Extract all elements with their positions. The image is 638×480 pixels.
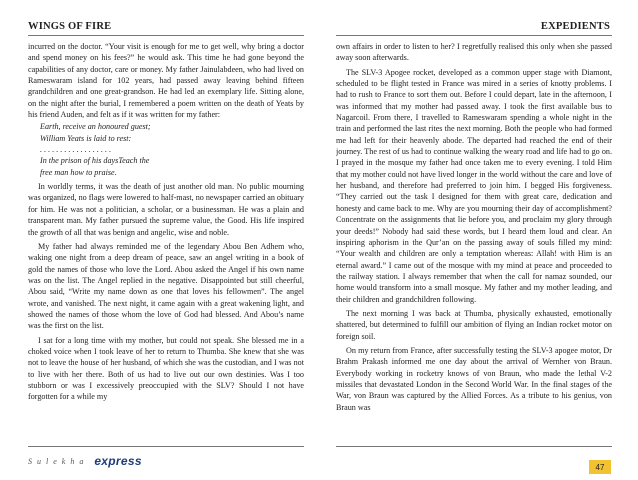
- book-title: WINGS OF FIRE: [28, 21, 112, 32]
- running-header: [28, 16, 610, 32]
- top-rule-right: [336, 35, 612, 36]
- left-column: [28, 41, 304, 441]
- chapter-title: EXPEDIENTS: [540, 21, 610, 32]
- poem-line: In the prison of his daysTeach the: [40, 156, 150, 166]
- top-rule-left: [28, 35, 304, 36]
- poem-line: . . . . . . . . . . . . . . . . . .: [40, 145, 112, 155]
- page-number: 47: [589, 460, 611, 474]
- logo-wordmark: express: [94, 454, 142, 468]
- right-column: [336, 41, 612, 441]
- paragraph: own affairs in order to listen to her? I regretfully realised this only when she passed away soon afterwards.: [336, 42, 612, 63]
- paragraph: incurred on the doctor. “Your visit is enough for me to get well, why bring a doctor and spend money on his fees?” he would ask. This time he had gone beyond the capabilities of any doctor, care or money. My father Jainulabdeen, who had lived on Rameswaram island for 102 years, had passed away leaving behind fifteen grandchildren and one great-grandson. He had led an exemplary life. Sitting alone, on the night after the burial, I remembered a poem written on the death of Yeats by his friend Auden, and felt as if it was written for my father:: [28, 42, 304, 120]
- paragraph: My father had always reminded me of the legendary Abou Ben Adhem who, waking one night from a deep dream of peace, saw an angel writing in a book of gold the names of those who love the Lord. Abou asked the Angel if his own name was on the list. The Angel replied in the negative. Disappointed but still cheerful, Abou said, “Write my name down as one that loves his fellowmen”. The angel wrote, and vanished. The next night, it came again with a great wakening light, and showed the names of those whom the love of God had blessed. And Abou’s name was the first on the list.: [28, 241, 304, 331]
- poem-line: free man how to praise.: [40, 167, 117, 177]
- paragraph: I sat for a long time with my mother, but could not speak. She blessed me in a choked voice when I took leave of her to return to Thumba. She knew that she was not to leave the house of her husband, of which she was the custodian, and I was not to live with her there. Both of us had to live out our own destinies. Was I too stubborn or was I excessively preoccupied with the SLV? Should I not have forgotten for a while my: [28, 335, 304, 402]
- poem-line: Earth, receive an honoured guest;: [40, 122, 151, 132]
- paragraph: In worldly terms, it was the death of just another old man. No public mourning was organized, no flags were lowered to half-mast, no newspaper carried an obituary for him. He was not a politician, a scholar, or a businessman. He was a plain and transparent man. My father pursued the supreme value, the Good. His life inspired the growth of all that was benign and angelic, wise and noble.: [28, 182, 304, 237]
- paragraph: On my return from France, after successfully testing the SLV-3 apogee motor, Dr Brahm Prakash informed me one day about the arrival of Wernher von Braun. Everybody working in rocketry knows of von Braun, who made the lethal V-2 missiles that devastated London in the Second World War. In the final stages of the War, von Braun was captured by the Allied Forces. As a tribute to his genius, von Braun was: [336, 345, 612, 412]
- bottom-rule-right: [336, 446, 612, 447]
- poem-quote: [40, 121, 304, 178]
- logo-letters: Sulekha: [28, 456, 89, 466]
- paragraph: The SLV-3 Apogee rocket, developed as a common upper stage with Diamont, scheduled to be flight tested in France was mired in a series of knotty problems. I had to rush to France to sort them out. Before I could depart, late in the afternoon, I was informed that my mother had passed away. I took the first available bus to Nagarcoil. From there, I travelled to Rameswaram spending a whole night in the train and performed the last rites the next morning. Both the people who had formed me had left for their heavenly abode. The departed had reached the end of their journey. The rest of us had to continue walking the weary road and life had to go on. I prayed in the mosque my father had once taken me to every evening. I told Him that my mother could not have lived longer in the world without the care and love of her husband, and therefore had preferred to join him. I begged His forgiveness. “They carried out the task I designed for them with great care, dedication and honesty and came back to me. Why are you mourning their day of accomplishment? Concentrate on the assignments that lie before you, and proclaim my glory through your deeds!” Nobody had said these words, but I heard them loud and clear. An inspiring aphorism in the Qur’an on the passing away of souls filled my mind: “Your wealth and children are only a temptation whereas: Allah! with Him is an eternal award.” I came out of the mosque with my mind at peace and proceeded to the railway station. I always remember that when the call for namaz sounded, our home would transform into a small mosque. My father and my mother leading, and their children and grandchildren following.: [336, 67, 612, 304]
- bottom-rule-left: [28, 446, 304, 447]
- paragraph: The next morning I was back at Thumba, physically exhausted, emotionally shattered, but determined to fulfill our ambition of flying an Indian rocket motor on foreign soil.: [336, 308, 612, 341]
- publisher-logo: [28, 452, 142, 470]
- poem-line: William Yeats is laid to rest:: [40, 133, 132, 143]
